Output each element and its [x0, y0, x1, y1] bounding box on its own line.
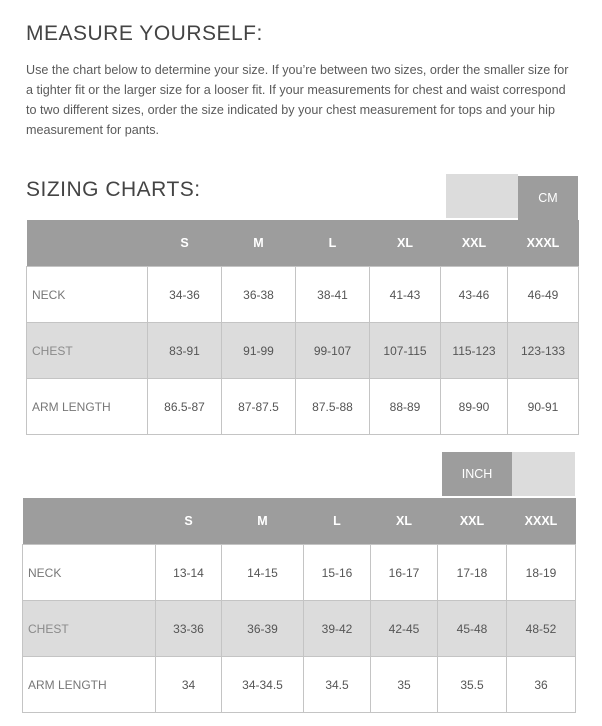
sizing-charts-title: SIZING CHARTS:	[26, 178, 201, 201]
table-cell: 39-42	[304, 601, 371, 657]
table-cell: 87-87.5	[222, 379, 296, 435]
table-cell: 90-91	[508, 379, 579, 435]
table-row	[27, 379, 579, 435]
header-size-l: L	[296, 220, 370, 267]
header-size-s: S	[148, 220, 222, 267]
unit-tab-inactive[interactable]	[512, 452, 575, 496]
header-size-s: S	[156, 498, 222, 545]
header-size-m: M	[222, 220, 296, 267]
header-size-xxl: XXL	[441, 220, 508, 267]
table-cell: 115-123	[441, 323, 508, 379]
table-cell: 42-45	[371, 601, 438, 657]
row-label-chest: CHEST	[23, 601, 156, 657]
table-cell: 45-48	[438, 601, 507, 657]
inch-size-table	[22, 498, 576, 713]
cm-size-table	[26, 220, 579, 435]
table-cell: 43-46	[441, 267, 508, 323]
table-cell: 14-15	[222, 545, 304, 601]
table-row	[27, 267, 579, 323]
table-cell: 123-133	[508, 323, 579, 379]
table-cell: 16-17	[371, 545, 438, 601]
header-size-l: L	[304, 498, 371, 545]
table-cell: 34-34.5	[222, 657, 304, 713]
table-cell: 36	[507, 657, 576, 713]
table-cell: 35	[371, 657, 438, 713]
unit-tab-inch[interactable]: INCH	[442, 452, 512, 496]
table-header-row	[27, 220, 579, 267]
header-blank	[23, 498, 156, 545]
header-size-xl: XL	[371, 498, 438, 545]
table-cell: 89-90	[441, 379, 508, 435]
table-cell: 35.5	[438, 657, 507, 713]
table-row	[27, 323, 579, 379]
table-cell: 34.5	[304, 657, 371, 713]
table-row	[23, 601, 576, 657]
table-cell: 33-36	[156, 601, 222, 657]
table-cell: 83-91	[148, 323, 222, 379]
table-row	[23, 657, 576, 713]
row-label-neck: NECK	[23, 545, 156, 601]
measure-instructions: Use the chart below to determine your size. If you’re between two sizes, order the smaller size for a tighter fit or the larger size for a looser fit. If your measurements for chest and waist correspond to two different sizes, order the size indicated by your chest measurement for tops and your hip measurement for pants.	[26, 63, 569, 137]
row-label-chest: CHEST	[27, 323, 148, 379]
header-blank	[27, 220, 148, 267]
table-cell: 86.5-87	[148, 379, 222, 435]
table-cell: 107-115	[370, 323, 441, 379]
table-header-row	[23, 498, 576, 545]
table-cell: 18-19	[507, 545, 576, 601]
table-cell: 38-41	[296, 267, 370, 323]
table-cell: 15-16	[304, 545, 371, 601]
header-size-xxl: XXL	[438, 498, 507, 545]
table-cell: 88-89	[370, 379, 441, 435]
header-size-m: M	[222, 498, 304, 545]
unit-tab-inactive[interactable]	[446, 174, 518, 218]
table-cell: 17-18	[438, 545, 507, 601]
table-cell: 87.5-88	[296, 379, 370, 435]
table-cell: 41-43	[370, 267, 441, 323]
header-size-xxxl: XXXL	[507, 498, 576, 545]
row-label-neck: NECK	[27, 267, 148, 323]
table-cell: 13-14	[156, 545, 222, 601]
unit-tab-cm[interactable]: CM	[518, 176, 578, 220]
table-cell: 46-49	[508, 267, 579, 323]
row-label-arm-length: ARM LENGTH	[27, 379, 148, 435]
header-size-xxxl: XXXL	[508, 220, 579, 267]
table-row	[23, 545, 576, 601]
table-cell: 36-38	[222, 267, 296, 323]
table-cell: 36-39	[222, 601, 304, 657]
table-cell: 99-107	[296, 323, 370, 379]
table-cell: 34-36	[148, 267, 222, 323]
measure-heading: MEASURE YOURSELF:	[26, 22, 263, 45]
table-cell: 34	[156, 657, 222, 713]
table-cell: 91-99	[222, 323, 296, 379]
header-size-xl: XL	[370, 220, 441, 267]
table-cell: 48-52	[507, 601, 576, 657]
row-label-arm-length: ARM LENGTH	[23, 657, 156, 713]
